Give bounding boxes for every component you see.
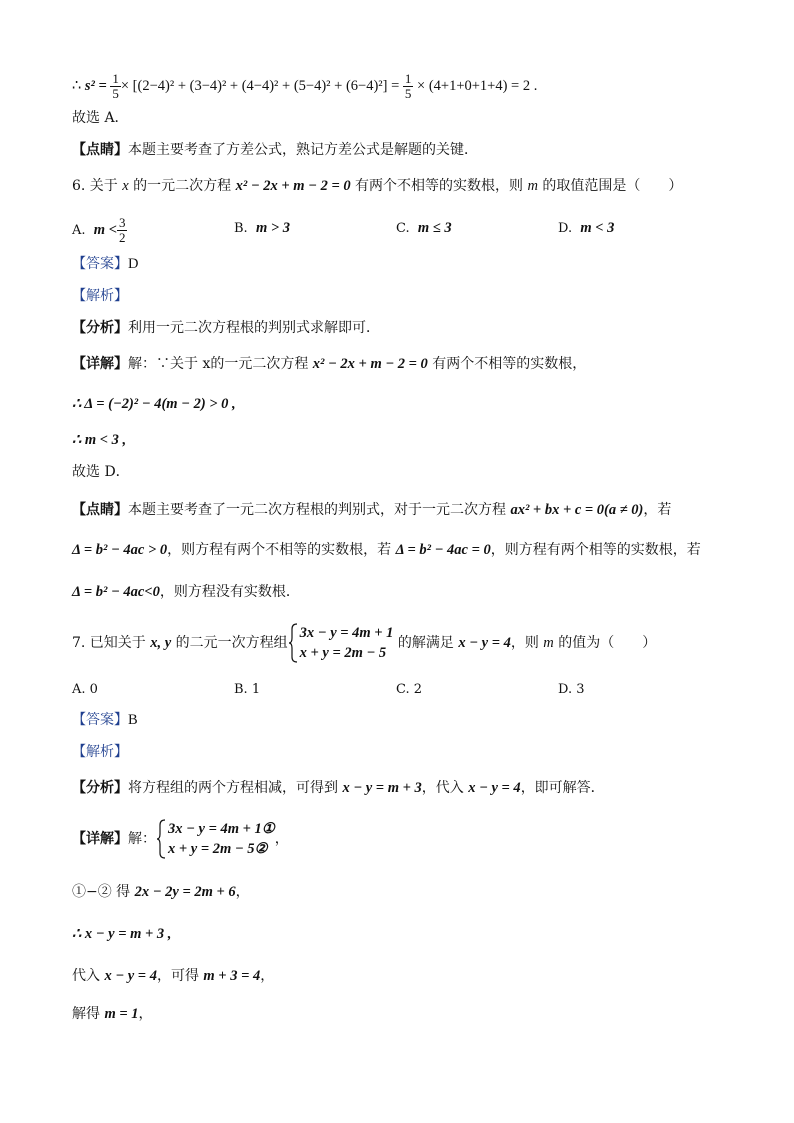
q7-step-2: ∴ x − y = m + 3 , (72, 926, 172, 942)
dianjing-tag: 【点睛】 (72, 142, 128, 158)
q7-step-1: ①−② 得 2x − 2y = 2m + 6， (72, 884, 250, 900)
dianjing-text: 本题主要考查了方差公式，熟记方差公式是解题的关键． (128, 142, 478, 158)
choose-a-line: 故选 A． (72, 110, 129, 126)
q6-option-a: A. m < $\frac{3}{2}$ (72, 215, 126, 245)
q6-dianjing-3: Δ = b² − 4ac<0，则方程没有实数根． (72, 584, 300, 600)
left-brace-icon (288, 623, 298, 663)
q6-stem: 6. 关于 x 的一元二次方程 x² − 2x + m − 2 = 0 有两个不相等的实数根，则 m 的取值范围是（ ） (72, 178, 683, 194)
q6-option-c: C. m ≤ 3 (396, 220, 452, 236)
q6-fenxi: 【分析】利用一元二次方程根的判别式求解即可． (72, 320, 380, 336)
q7-option-a: A. 0 (72, 682, 98, 697)
q6-option-b: B. m > 3 (234, 220, 290, 236)
variance-sum: × [(2−4)² + (3−4)² + (4−4)² + (5−4)² + (6−4)²] = (120, 78, 403, 94)
therefore-symbol: ∴ (72, 78, 85, 94)
variance-result: × (4+1+0+1+4) = 2 . (413, 78, 538, 94)
q7-option-b: B. 1 (234, 682, 261, 697)
q6-dianjing-2: Δ = b² − 4ac > 0，则方程有两个不相等的实数根，若 Δ = b² − 4ac = 0，则方程有两个相等的实数根，若 (72, 542, 701, 558)
q7-option-d: D. 3 (558, 682, 585, 697)
q6-option-d: D. m < 3 (558, 220, 615, 236)
q7-fenxi: 【分析】将方程组的两个方程相减，可得到 x − y = m + 3，代入 x − y = 4，即可解答． (72, 780, 605, 796)
dianjing-line (72, 140, 478, 160)
q7-step-3: 代入 x − y = 4，可得 m + 3 = 4， (72, 968, 275, 984)
q6-answer: 【答案】D (72, 256, 139, 272)
q7-stem: 7. 已知关于 x, y 的二元一次方程组 3x − y = 4m + 1 x + y = 2m − 5 的解满足 x − y = 4，则 m 的值为（ ） (72, 625, 657, 661)
q7-solution-system: 3x − y = 4m + 1① x + y = 2m − 5② (156, 819, 275, 859)
fraction-one-fifth-b: $\frac{1}{5}$ (404, 70, 412, 101)
q7-answer: 【答案】B (72, 712, 138, 728)
variance-calc-line (72, 70, 537, 102)
q6-xiangjie-4: 故选 D． (72, 464, 130, 480)
q7-equation-system: 3x − y = 4m + 1 x + y = 2m − 5 (288, 623, 394, 663)
left-brace-icon (156, 819, 166, 859)
q6-xiangjie-2: ∴ Δ = (−2)² − 4(m − 2) > 0 , (72, 396, 236, 412)
q6-dianjing-1: 【点睛】本题主要考查了一元二次方程根的判别式，对于一元二次方程 ax² + bx + c = 0(a ≠ 0)，若 (72, 502, 672, 518)
q7-option-c: C. 2 (396, 682, 423, 697)
q6-equation: x² − 2x + m − 2 = 0 (235, 178, 351, 194)
fraction-one-fifth-a: $\frac{1}{5}$ (112, 70, 119, 101)
q7-xiangjie: 【详解】解： 3x − y = 4m + 1① x + y = 2m − 5② ， (72, 821, 289, 857)
q7-step-4: 解得 m = 1， (72, 1006, 153, 1022)
q6-xiangjie-3: ∴ m < 3 , (72, 432, 127, 448)
q7-analysis-tag: 【解析】 (72, 744, 128, 760)
variance-lhs: s² = (84, 78, 111, 94)
q6-xiangjie-1: 【详解】解：∵关于 x的一元二次方程 x² − 2x + m − 2 = 0 有两个不相等的实数根， (72, 356, 587, 372)
q6-analysis-tag: 【解析】 (72, 288, 128, 304)
